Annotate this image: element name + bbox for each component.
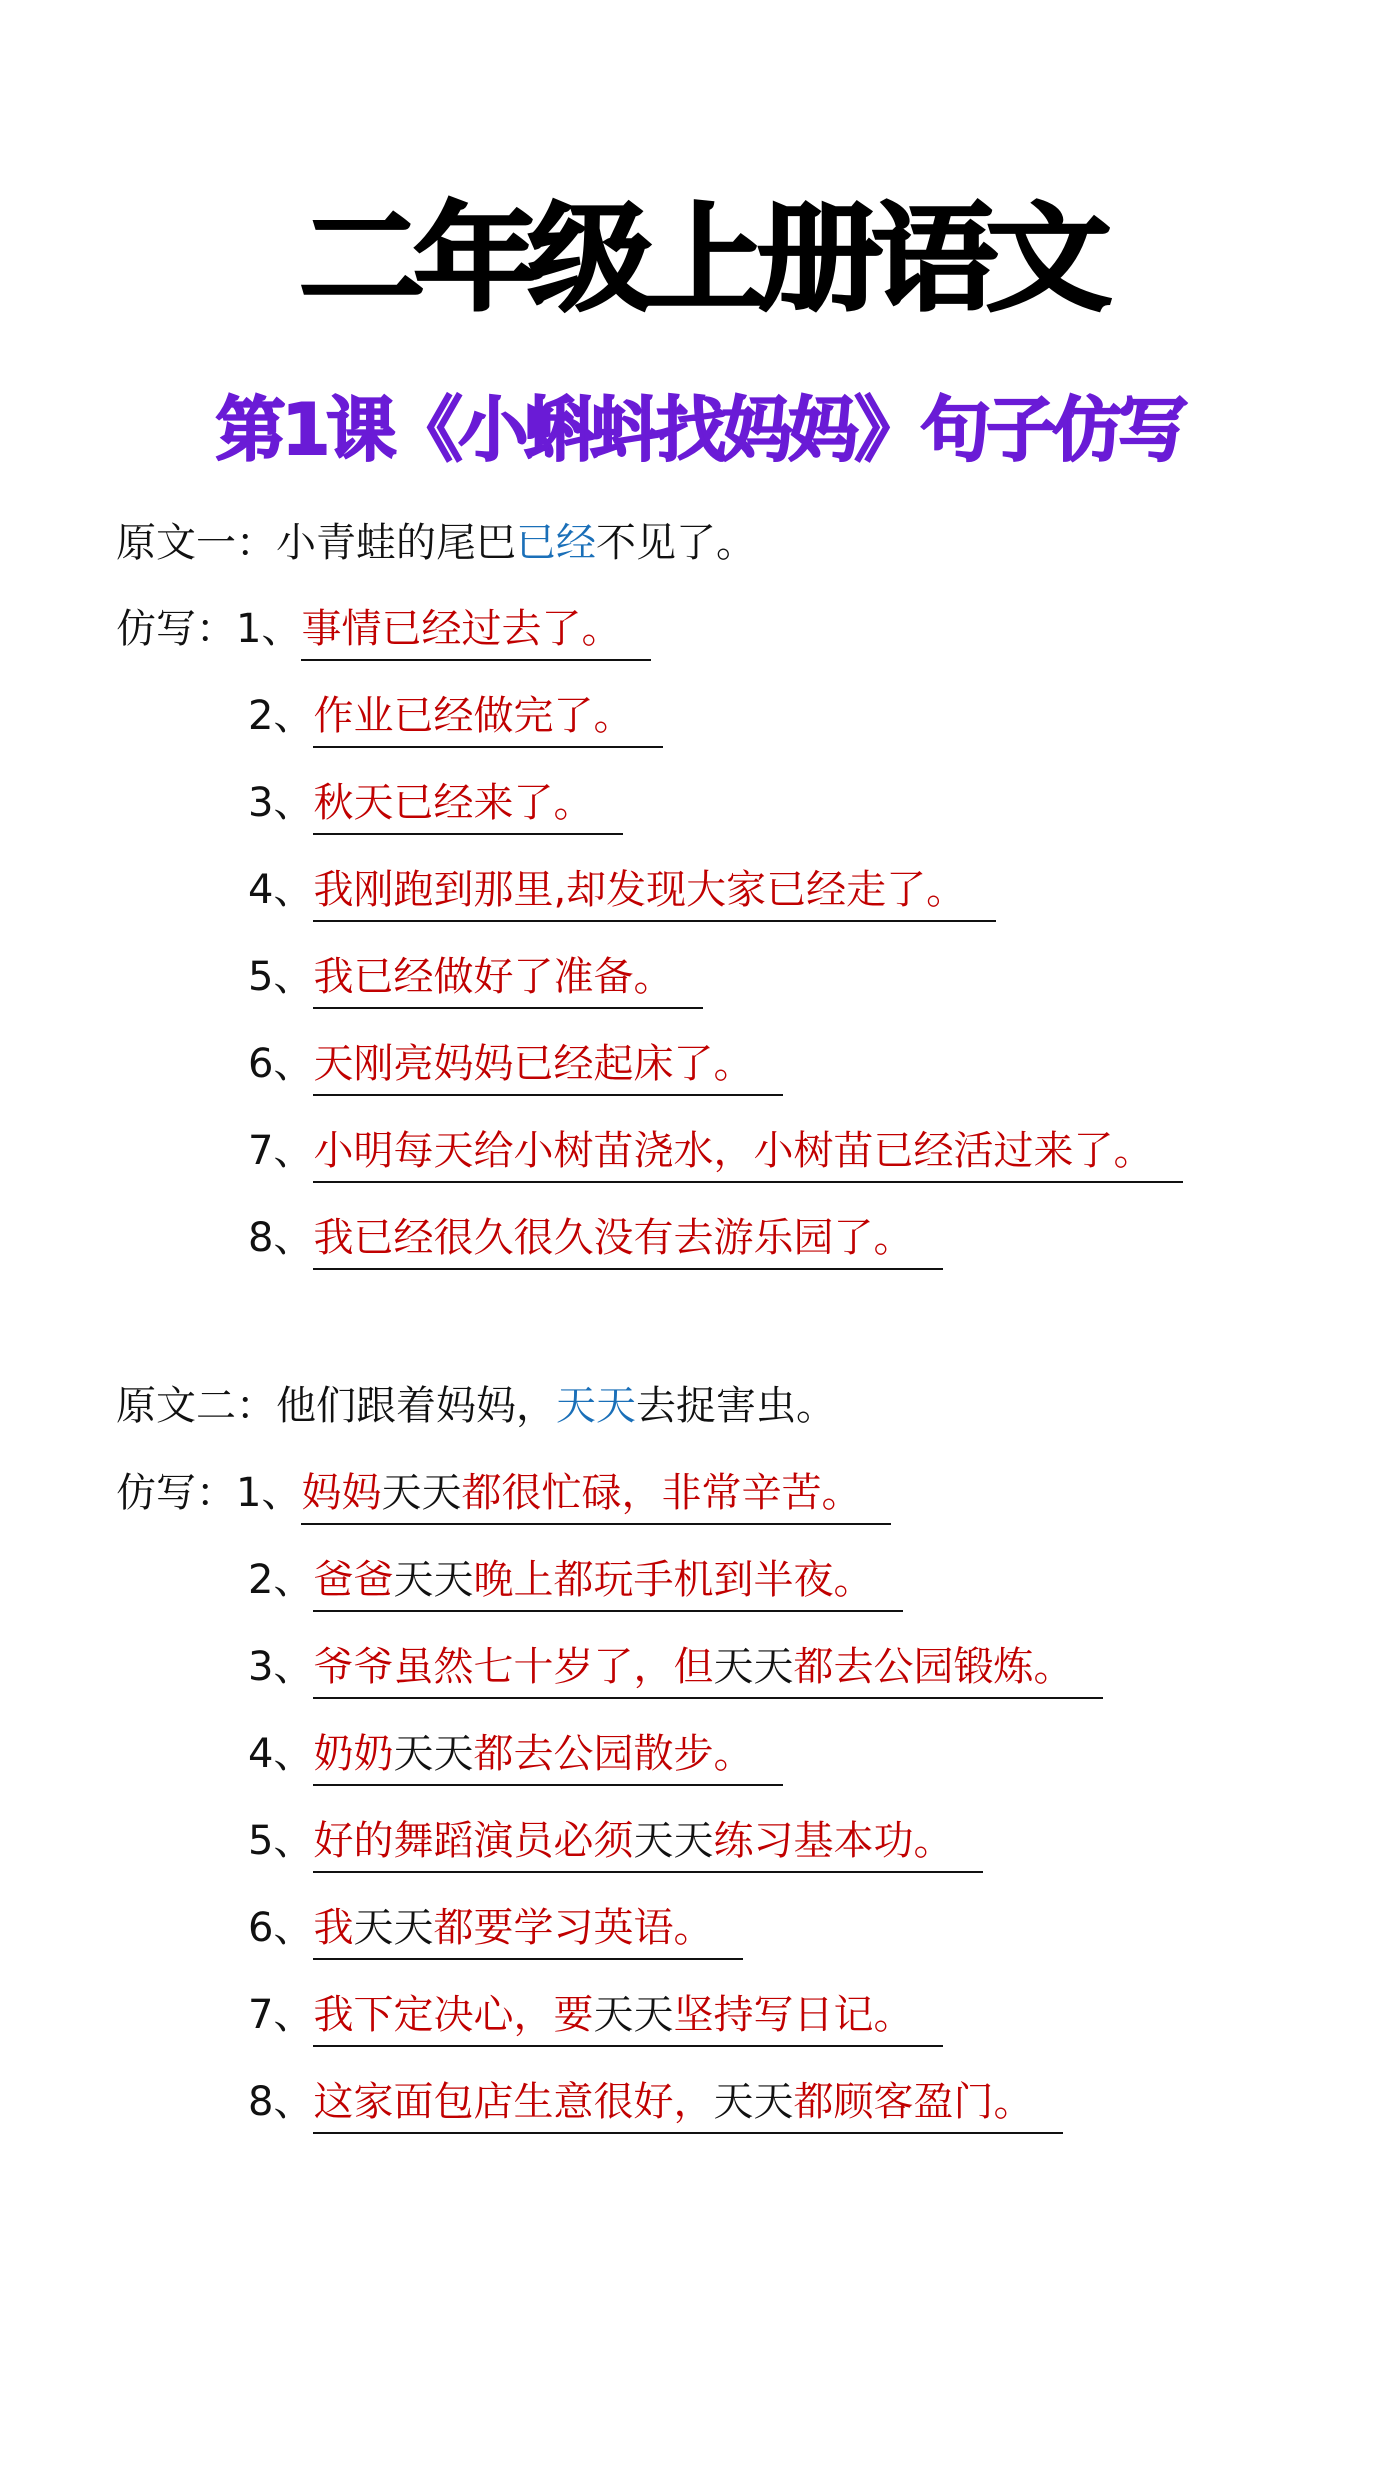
answer-text: 我已经很久很久没有去游乐园了。 [313, 1210, 943, 1270]
answer-keyword: 天天 [713, 2079, 794, 2125]
imitation-item-1-2 [248, 688, 663, 748]
answer-text: 事情已经过去了。 [301, 601, 651, 661]
answer-text: 作业已经做完了。 [313, 688, 663, 748]
answer-keyword: 天天 [393, 1557, 474, 1603]
original-sentence-2 [116, 1378, 836, 1434]
item-number: 5、 [248, 954, 314, 1000]
answer-text [313, 2074, 1063, 2134]
answer-keyword: 天天 [593, 1992, 674, 2038]
imitation-item-2-6 [248, 1900, 743, 1960]
item-number: 3、 [248, 780, 314, 826]
imitation-item-1-8 [248, 1210, 943, 1270]
answer-text: 秋天已经来了。 [313, 775, 623, 835]
item-number: 2、 [248, 693, 314, 739]
answer-post: 都顾客盈门。 [793, 2079, 1034, 2125]
imitation-item-2-3 [248, 1639, 1103, 1699]
item-number: 6、 [248, 1041, 314, 1087]
item-number: 3、 [248, 1644, 314, 1690]
imitation-item-2-7 [248, 1987, 943, 2047]
original-keyword: 天天 [556, 1383, 636, 1429]
answer-post: 练习基本功。 [713, 1818, 954, 1864]
answer-post: 晚上都玩手机到半夜。 [473, 1557, 874, 1603]
answer-pre: 爸爸 [313, 1557, 394, 1603]
answer-text [313, 1726, 783, 1786]
original-text-post: 去捉害虫。 [636, 1383, 836, 1429]
item-number: 1、 [236, 606, 302, 652]
page-title: 二年级上册语文 [299, 192, 1101, 327]
answer-keyword: 天天 [381, 1470, 462, 1516]
answer-text [313, 1813, 983, 1873]
original-text-pre: 小青蛙的尾巴 [276, 520, 516, 566]
imitation-item-2-2 [248, 1552, 903, 1612]
answer-keyword: 天天 [713, 1644, 794, 1690]
answer-text [313, 1552, 903, 1612]
answer-text [301, 1465, 891, 1525]
answer-pre: 妈妈 [301, 1470, 382, 1516]
original-text-pre: 他们跟着妈妈， [276, 1383, 556, 1429]
answer-text: 小明每天给小树苗浇水，小树苗已经活过来了。 [313, 1123, 1183, 1183]
imitation-item-2-4 [248, 1726, 783, 1786]
imitation-item-1-3 [248, 775, 623, 835]
imitation-item-1-6 [248, 1036, 783, 1096]
answer-post: 坚持写日记。 [673, 1992, 914, 2038]
item-number: 1、 [236, 1470, 302, 1516]
answer-text: 我刚跑到那里,却发现大家已经走了。 [313, 862, 996, 922]
answer-pre: 爷爷虽然七十岁了，但 [313, 1644, 714, 1690]
item-number: 4、 [248, 867, 314, 913]
answer-text [313, 1639, 1103, 1699]
original-label: 原文二： [116, 1383, 276, 1429]
answer-post: 都要学习英语。 [433, 1905, 714, 1951]
imitation-item-1-4 [248, 862, 996, 922]
item-number: 4、 [248, 1731, 314, 1777]
answer-keyword: 天天 [393, 1731, 474, 1777]
imitation-item-1-7 [248, 1123, 1183, 1183]
answer-post: 都去公园散步。 [473, 1731, 754, 1777]
item-number: 8、 [248, 2079, 314, 2125]
imitation-item-2-5 [248, 1813, 983, 1873]
answer-text: 天刚亮妈妈已经起床了。 [313, 1036, 783, 1096]
item-number: 8、 [248, 1215, 314, 1261]
item-number: 7、 [248, 1128, 314, 1174]
answer-pre: 我下定决心，要 [313, 1992, 594, 2038]
item-number: 2、 [248, 1557, 314, 1603]
item-number: 5、 [248, 1818, 314, 1864]
original-label: 原文一： [116, 520, 276, 566]
original-keyword: 已经 [516, 520, 596, 566]
answer-text [313, 1987, 943, 2047]
answer-pre: 奶奶 [313, 1731, 394, 1777]
answer-pre: 好的舞蹈演员必须 [313, 1818, 634, 1864]
original-sentence-1 [116, 515, 756, 571]
imitation-item-1-5 [248, 949, 703, 1009]
imitation-label: 仿写： [116, 1470, 236, 1516]
answer-keyword: 天天 [633, 1818, 714, 1864]
original-text-post: 不见了。 [596, 520, 756, 566]
answer-keyword: 天天 [353, 1905, 434, 1951]
answer-post: 都去公园锻炼。 [793, 1644, 1074, 1690]
lesson-subtitle: 第1课《小蝌蚪找妈妈》句子仿写 [215, 389, 1185, 471]
imitation-item-1-1 [116, 601, 651, 661]
item-number: 6、 [248, 1905, 314, 1951]
imitation-item-2-1 [116, 1465, 891, 1525]
answer-text [313, 1900, 743, 1960]
item-number: 7、 [248, 1992, 314, 2038]
answer-pre: 这家面包店生意很好， [313, 2079, 714, 2125]
imitation-label: 仿写： [116, 606, 236, 652]
imitation-item-2-8 [248, 2074, 1063, 2134]
answer-text: 我已经做好了准备。 [313, 949, 703, 1009]
answer-post: 都很忙碌，非常辛苦。 [461, 1470, 862, 1516]
answer-pre: 我 [313, 1905, 354, 1951]
